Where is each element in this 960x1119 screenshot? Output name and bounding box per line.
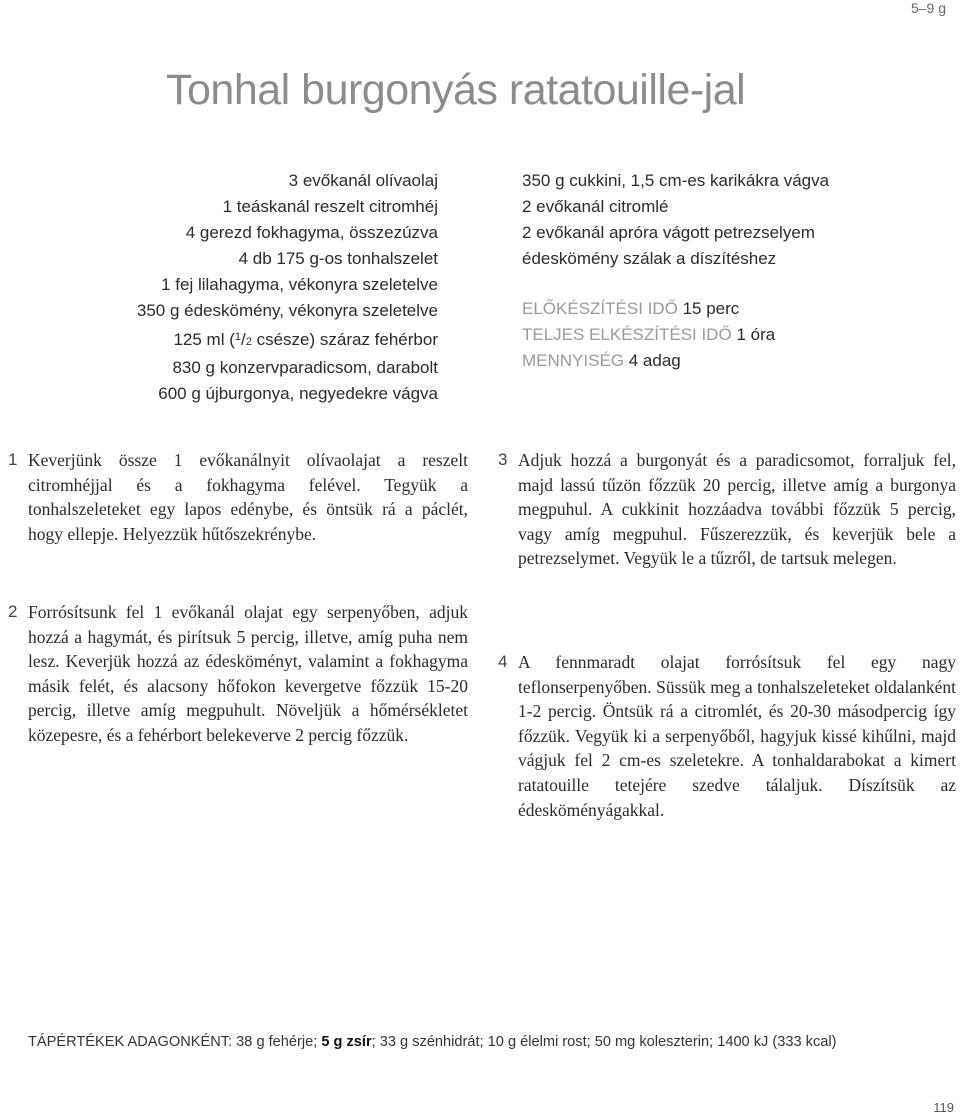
nutrition-protein: 38 g fehérje [232, 1034, 314, 1050]
step-text: Adjuk hozzá a burgonyát és a paradicsomot, forraljuk fel, majd lassú tűzön főzzük 20 percig, illetve amíg a burgonya megpuhul. A cukkinit hozzáadva további főzzük 5 percig, vagy amíg megpuhul. Fűszerezzük, és keverjük bele a petrezselymet. Vegyük le a tűzről, de tartsuk melegen. [518, 450, 956, 569]
nutrition-separator: ; [313, 1034, 322, 1050]
step-number: 4 [498, 652, 508, 671]
step-text: Forrósítsunk fel 1 evőkanál olajat egy serpenyőben, adjuk hozzá a hagymát, és pirítsuk 5 percig, illetve, amíg puha nem lesz. Keverjük hozzá az édesköményt, valamint a fokhagyma másik felét, és alacsony hőfokon kevergetve főzzük 15-20 percig, illetve amíg megpuhult. Növeljük a hőmérsékletet közepesre, és a fehérbort belekeverve 2 percig főzzük. [28, 602, 468, 745]
ingredient-item: 600 g újburgonya, negyedekre vágva [158, 384, 438, 403]
ingredient-item: 4 gerezd fokhagyma, összezúzva [185, 223, 438, 242]
step-number: 2 [8, 602, 18, 621]
wine-rest: csésze) száraz fehérbor [251, 330, 438, 349]
step-4 [498, 650, 956, 822]
step-1 [8, 448, 468, 546]
servings [522, 348, 829, 374]
ingredients-right-column [522, 168, 829, 374]
fat-badge: 5–9 g [910, 0, 946, 16]
total-time [522, 322, 829, 348]
servings-label: MENNYISÉG [522, 351, 625, 370]
step-number: 1 [8, 450, 18, 469]
fraction-slash: / [241, 330, 246, 349]
step-text: A fennmaradt olajat forrósítsuk fel egy nagy teflonserpenyőben. Süssük meg a tonhalszeleteket oldalanként 1-2 percig. Öntsük rá a citromlét, és 20-30 másodpercig így főzzük. Vegyük ki a serpenyőből, hagyjuk kissé kihűlni, majd vágjuk fel 2 cm-es szeletekre. A tonhaldarabokat a kimert ratatouille tetejére szedve tálaljuk. Díszítsük az édesköményágakkal. [518, 652, 956, 820]
ingredient-item: édeskömény szálak a díszítéshez [522, 249, 777, 268]
nutrition-line [28, 1034, 836, 1050]
step-3 [498, 448, 956, 571]
ingredient-item: 350 g cukkini, 1,5 cm-es karikákra vágva [522, 171, 830, 190]
ingredients-left-column [137, 168, 438, 407]
ingredient-item: 2 evőkanál citromlé [522, 197, 669, 216]
step-number: 3 [498, 450, 508, 469]
ingredient-item: 1 teáskanál reszelt citromhéj [222, 197, 438, 216]
step-text: Keverjünk össze 1 evőkanálnyit olívaolajat a reszelt citromhéjjal és a fokhagyma felével. Tegyük a tonhalszeleteket egy lapos edénybe, és öntsük rá a páclét, hogy ellepje. Helyezzük hűtőszekrénybe. [28, 450, 468, 544]
recipe-title: Tonhal burgonyás ratatouille-jal [166, 66, 746, 114]
recipe-meta [522, 296, 829, 374]
nutrition-fat-highlight: 5 g zsír [321, 1034, 372, 1050]
ingredient-item-wine [137, 324, 438, 355]
fraction-denominator: 2 [245, 336, 252, 348]
ingredient-item: 4 db 175 g-os tonhalszelet [238, 249, 438, 268]
prep-time [522, 296, 829, 322]
ingredient-item: 830 g konzervparadicsom, darabolt [172, 358, 438, 377]
fraction-numerator: 1 [234, 331, 241, 343]
ingredient-item: 1 fej lilahagyma, vékonyra szeletelve [161, 275, 438, 294]
servings-value: 4 adag [624, 351, 681, 370]
nutrition-label: TÁPÉRTÉKEK ADAGONKÉNT: [28, 1034, 233, 1050]
ingredient-item: 350 g édeskömény, vékonyra szeletelve [136, 301, 438, 320]
page-number: 119 [933, 1100, 954, 1115]
wine-qty: 125 ml ( [173, 330, 235, 349]
prep-time-label: ELŐKÉSZÍTÉSI IDŐ [522, 299, 678, 318]
nutrition-rest: ; 33 g szénhidrát; 10 g élelmi rost; 50 mg koleszterin; 1400 kJ (333 kcal) [371, 1034, 837, 1050]
ingredient-item: 2 evőkanál apróra vágott petrezselyem [522, 223, 815, 242]
step-2 [8, 600, 468, 748]
ingredient-item: 3 evőkanál olívaolaj [288, 171, 438, 190]
total-time-label: TELJES ELKÉSZÍTÉSI IDŐ [522, 325, 732, 344]
prep-time-value: 15 perc [677, 299, 740, 318]
total-time-value: 1 óra [731, 325, 776, 344]
